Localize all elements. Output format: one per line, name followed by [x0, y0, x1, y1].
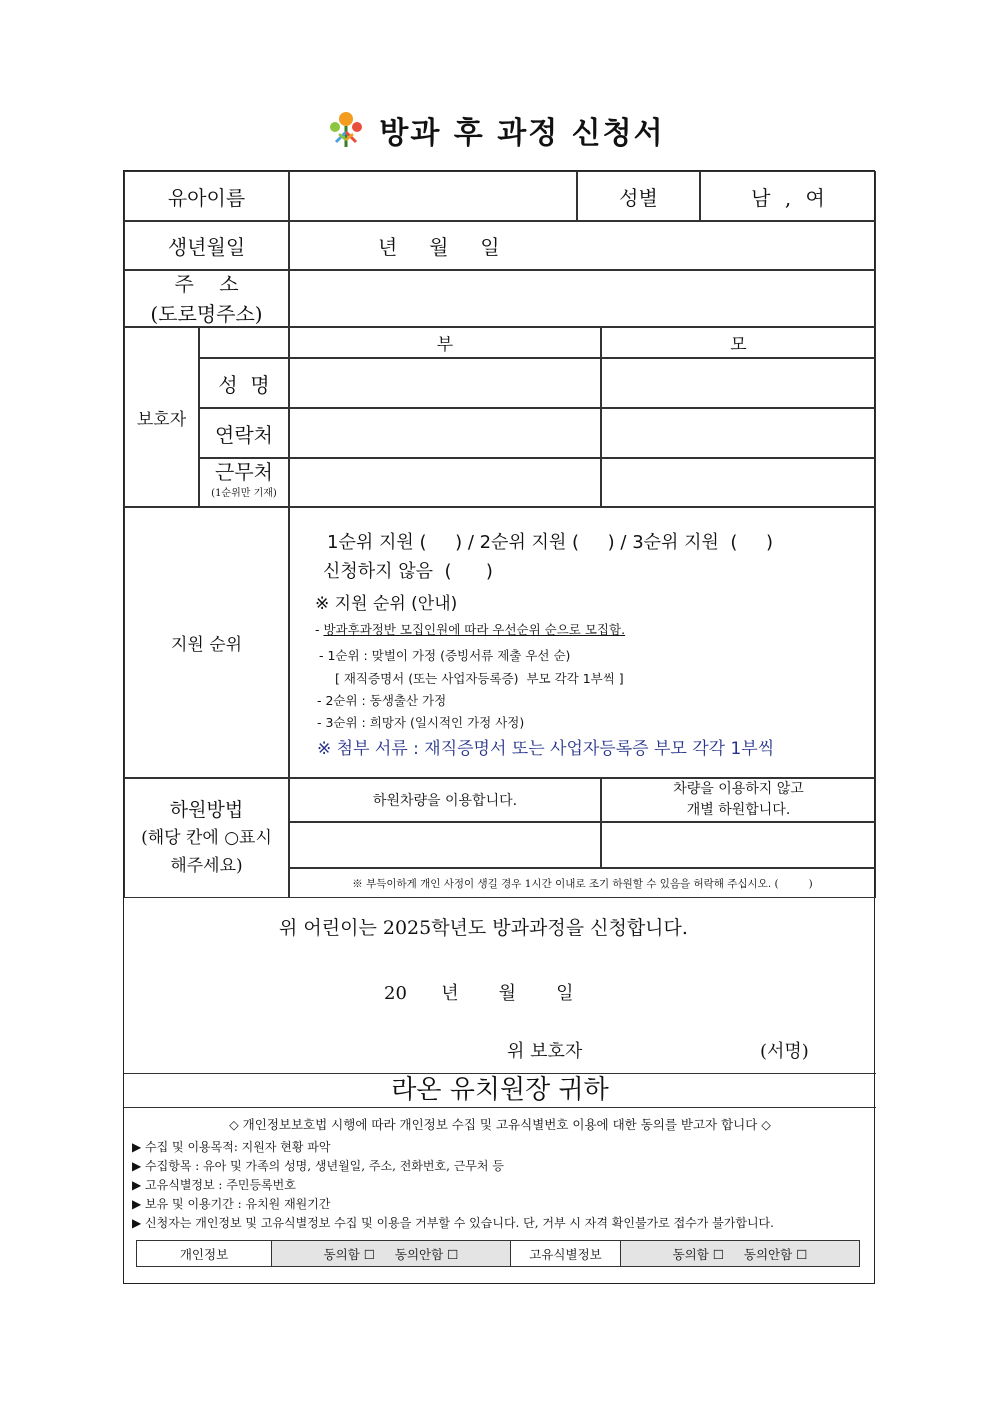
birthdate-label: 생년월일: [124, 221, 289, 270]
privacy-header: ◇ 개인정보보호법 시행에 따라 개인정보 수집 및 고유식별번호 이용에 대한 동의를 받고자 합니다 ◇: [229, 1117, 771, 1132]
statement-signature[interactable]: (서명): [760, 1041, 809, 1062]
consent-personal-label: 개인정보: [137, 1241, 272, 1266]
priority-guide-title: ※ 지원 순위 (안내): [315, 594, 458, 614]
birthdate-field[interactable]: 년 월 일: [289, 221, 876, 270]
priority-choices[interactable]: 1순위 지원 ( ) / 2순위 지원 ( ) / 3순위 지원 ( ): [327, 532, 774, 553]
address-label-line2: (도로명주소): [150, 301, 263, 326]
dismissal-label-line1: 하원방법: [169, 799, 244, 821]
form-title-area: [0, 108, 992, 152]
consent-unique-label: 고유식별정보: [511, 1241, 621, 1266]
mother-contact-field[interactable]: [601, 408, 876, 458]
dismissal-self-option: [601, 778, 876, 822]
flower-logo-icon: [327, 110, 365, 150]
father-workplace-field[interactable]: [289, 458, 601, 507]
priority-rank1-doc: [ 재직증명서 (또는 사업자등록증) 부모 각각 1부씩 ]: [335, 671, 624, 686]
consent-unique-checkboxes[interactable]: 동의함 ☐ 동의안함 ☐: [621, 1241, 859, 1266]
privacy-consent-section: [124, 1109, 876, 1285]
mother-name-field[interactable]: [601, 358, 876, 408]
mother-header: 모: [601, 327, 876, 358]
privacy-item: ▶ 수집 및 이용목적: 지원자 현황 파악: [132, 1140, 331, 1154]
address-label-line1: 주 소: [174, 271, 239, 296]
guardian-header-blank: [199, 327, 289, 358]
priority-not-apply[interactable]: 신청하지 않음 ( ): [323, 561, 493, 582]
guardian-contact-label: 연락처: [199, 408, 289, 458]
statement-guardian: 위 보호자: [507, 1041, 583, 1062]
child-name-field[interactable]: [289, 171, 577, 221]
application-statement: [124, 898, 876, 1074]
priority-rank3: - 3순위 : 희망자 (일시적인 가정 사정): [317, 715, 525, 730]
dismissal-label-line3: 해주세요): [170, 856, 243, 876]
guardian-workplace-label: [199, 458, 289, 507]
workplace-label-note: (1순위만 기재): [211, 487, 277, 499]
priority-guide-rule-text: 방과후과정반 모집인원에 따라 우선순위 순으로 모집함.: [323, 622, 626, 637]
privacy-list: [132, 1138, 774, 1233]
dismissal-early-note[interactable]: ※ 부득이하게 개인 사정이 생길 경우 1시간 이내로 조기 하원할 수 있음을 허락해 주십시오. ( ): [289, 868, 876, 898]
child-name-label: 유아이름: [124, 171, 289, 221]
father-contact-field[interactable]: [289, 408, 601, 458]
privacy-item: ▶ 고유식별정보 : 주민등록번호: [132, 1178, 296, 1192]
consent-table: [136, 1240, 860, 1267]
address-label: [124, 270, 289, 327]
dismissal-self-line1: 차량을 이용하지 않고: [673, 781, 804, 797]
father-name-field[interactable]: [289, 358, 601, 408]
dismissal-bus-mark-field[interactable]: [289, 822, 601, 868]
dismissal-label: [124, 778, 289, 898]
guardian-label: 보호자: [124, 327, 199, 507]
priority-label: 지원 순위: [124, 507, 289, 778]
privacy-item: ▶ 수집항목 : 유아 및 가족의 성명, 생년월일, 주소, 전화번호, 근무처 등: [132, 1159, 504, 1173]
workplace-label-text: 근무처: [215, 459, 273, 484]
mother-workplace-field[interactable]: [601, 458, 876, 507]
dismissal-self-line2: 개별 하원합니다.: [686, 802, 791, 818]
dismissal-bus-option: 하원차량을 이용합니다.: [289, 778, 601, 822]
priority-rank1: - 1순위 : 맞벌이 가정 (증빙서류 제출 우선 순): [319, 648, 571, 663]
addressee-principal: 라온 유치원장 귀하: [124, 1074, 876, 1108]
priority-attachment-note: ※ 첨부 서류 : 재직증명서 또는 사업자등록증 부모 각각 1부씩: [317, 739, 775, 759]
priority-guide-rule: - 방과후과정반 모집인원에 따라 우선순위 순으로 모집함.: [315, 622, 626, 637]
application-form: [123, 170, 875, 1284]
guardian-name-label: 성 명: [199, 358, 289, 408]
gender-options[interactable]: 남 , 여: [700, 171, 876, 221]
dismissal-label-line2: (해당 칸에 ○표시: [141, 828, 272, 848]
statement-date[interactable]: 20 년 월 일: [384, 983, 574, 1004]
gender-label: 성별: [577, 171, 700, 221]
father-header: 부: [289, 327, 601, 358]
statement-main: 위 어린이는 2025학년도 방과과정을 신청합니다.: [279, 917, 688, 939]
privacy-item: ▶ 신청자는 개인정보 및 고유식별정보 수집 및 이용을 거부할 수 있습니다. 단, 거부 시 자격 확인불가로 접수가 불가합니다.: [132, 1216, 774, 1230]
priority-content: [289, 508, 876, 778]
address-field[interactable]: [289, 270, 876, 327]
dismissal-self-mark-field[interactable]: [601, 822, 876, 868]
consent-personal-checkboxes[interactable]: 동의함 ☐ 동의안함 ☐: [272, 1241, 511, 1266]
page-title: 방과 후 과정 신청서: [379, 116, 665, 151]
privacy-item: ▶ 보유 및 이용기간 : 유치원 재원기간: [132, 1197, 331, 1211]
priority-rank2: - 2순위 : 동생출산 가정: [317, 693, 447, 708]
